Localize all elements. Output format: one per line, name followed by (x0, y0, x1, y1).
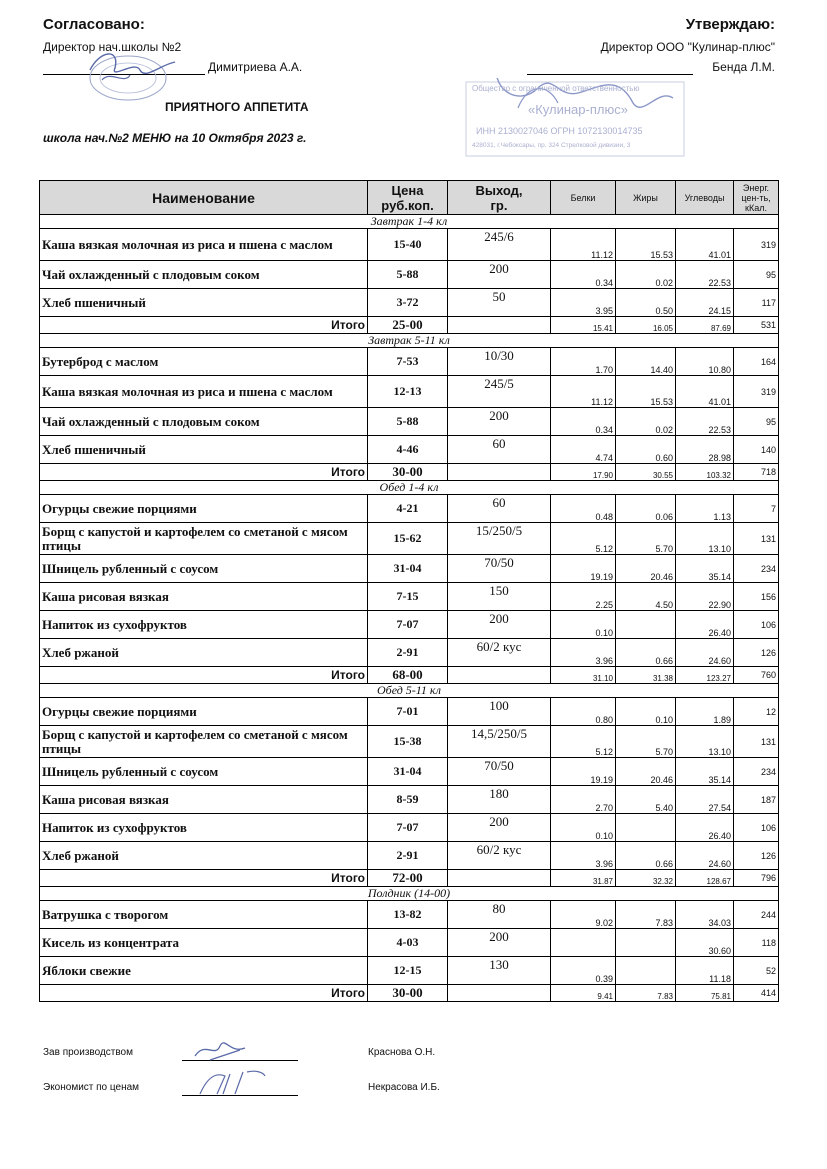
left-stamp-signature-icon (80, 40, 190, 102)
dish-name: Бутерброд с маслом (40, 348, 368, 376)
dish-name: Кисель из концентрата (40, 929, 368, 957)
table-row (40, 436, 779, 464)
total-yield-empty (448, 870, 551, 887)
table-row (40, 814, 779, 842)
dish-carbs: 30.60 (676, 929, 734, 957)
dish-name: Хлеб пшеничный (40, 289, 368, 317)
dish-price: 4-21 (368, 495, 448, 523)
total-energy: 796 (734, 870, 779, 887)
signature-1-icon (190, 1036, 250, 1064)
total-price: 30-00 (368, 985, 448, 1002)
dish-yield: 14,5/250/5 (448, 726, 551, 758)
dish-price: 7-15 (368, 583, 448, 611)
dish-energy: 52 (734, 957, 779, 985)
total-label: Итого (40, 985, 368, 1002)
dish-price: 5-88 (368, 408, 448, 436)
section-row (40, 215, 779, 229)
dish-energy: 140 (734, 436, 779, 464)
dish-carbs: 41.01 (676, 229, 734, 261)
dish-protein: 3.95 (551, 289, 616, 317)
dish-price: 2-91 (368, 842, 448, 870)
table-row (40, 698, 779, 726)
stamp-line1: Общество с ограниченной ответственностью (472, 84, 640, 93)
dish-name: Борщ с капустой и картофелем со сметаной с мясом птицы (40, 523, 368, 555)
dish-fat: 0.06 (616, 495, 676, 523)
total-price: 68-00 (368, 667, 448, 684)
dish-yield: 150 (448, 583, 551, 611)
table-row (40, 786, 779, 814)
dish-name: Огурцы свежие порциями (40, 495, 368, 523)
dish-fat: 5.70 (616, 726, 676, 758)
dish-carbs: 1.89 (676, 698, 734, 726)
total-label: Итого (40, 317, 368, 334)
dish-fat: 5.70 (616, 523, 676, 555)
dish-energy: 131 (734, 523, 779, 555)
dish-yield: 60 (448, 495, 551, 523)
dish-energy: 234 (734, 555, 779, 583)
dish-energy: 319 (734, 229, 779, 261)
dish-energy: 118 (734, 929, 779, 957)
dish-energy: 12 (734, 698, 779, 726)
dish-name: Каша вязкая молочная из риса и пшена с маслом (40, 229, 368, 261)
footer-name-2: Некрасова И.Б. (368, 1082, 440, 1093)
dish-name: Каша вязкая молочная из риса и пшена с маслом (40, 376, 368, 408)
total-carbs: 103.32 (676, 464, 734, 481)
dish-fat: 14.40 (616, 348, 676, 376)
section-title: Завтрак 5-11 кл (40, 334, 779, 348)
total-protein: 31.87 (551, 870, 616, 887)
dish-fat: 0.10 (616, 698, 676, 726)
dish-protein: 0.10 (551, 611, 616, 639)
dish-protein: 2.25 (551, 583, 616, 611)
total-row (40, 464, 779, 481)
company-stamp (458, 78, 690, 160)
table-row (40, 901, 779, 929)
dish-price: 8-59 (368, 786, 448, 814)
total-row (40, 667, 779, 684)
dish-yield: 130 (448, 957, 551, 985)
dish-price: 7-07 (368, 814, 448, 842)
dish-carbs: 13.10 (676, 523, 734, 555)
dish-fat: 0.02 (616, 408, 676, 436)
dish-carbs: 11.18 (676, 957, 734, 985)
total-price: 72-00 (368, 870, 448, 887)
dish-price: 7-53 (368, 348, 448, 376)
table-row (40, 408, 779, 436)
dish-fat: 0.66 (616, 842, 676, 870)
total-fat: 31.38 (616, 667, 676, 684)
dish-energy: 131 (734, 726, 779, 758)
dish-energy: 106 (734, 814, 779, 842)
table-row (40, 523, 779, 555)
dish-protein: 9.02 (551, 901, 616, 929)
col-protein: Белки (551, 181, 616, 215)
section-row (40, 481, 779, 495)
col-carbs: Углеводы (676, 181, 734, 215)
dish-protein: 4.74 (551, 436, 616, 464)
total-energy: 531 (734, 317, 779, 334)
dish-energy: 156 (734, 583, 779, 611)
table-row (40, 758, 779, 786)
total-fat: 30.55 (616, 464, 676, 481)
dish-name: Напиток из сухофруктов (40, 814, 368, 842)
table-row (40, 261, 779, 289)
dish-fat: 15.53 (616, 376, 676, 408)
dish-name: Шницель рубленный с соусом (40, 758, 368, 786)
table-row (40, 639, 779, 667)
dish-name: Ватрушка с творогом (40, 901, 368, 929)
footer-name-1: Краснова О.Н. (368, 1047, 436, 1058)
dish-protein: 3.96 (551, 639, 616, 667)
total-protein: 17.90 (551, 464, 616, 481)
dish-price: 5-88 (368, 261, 448, 289)
stamp-line3: ИНН 2130027046 ОГРН 1072130014735 (476, 126, 643, 136)
table-row (40, 726, 779, 758)
section-title: Полдник (14-00) (40, 887, 779, 901)
dish-name: Огурцы свежие порциями (40, 698, 368, 726)
dish-fat (616, 957, 676, 985)
dish-yield: 200 (448, 929, 551, 957)
dish-name: Каша рисовая вязкая (40, 786, 368, 814)
table-row (40, 929, 779, 957)
col-energy: Энерг. цен-ть, кКал. (734, 181, 779, 215)
dish-yield: 60 (448, 436, 551, 464)
dish-price: 7-07 (368, 611, 448, 639)
dish-yield: 70/50 (448, 555, 551, 583)
total-yield-empty (448, 464, 551, 481)
section-title: Обед 5-11 кл (40, 684, 779, 698)
dish-price: 15-40 (368, 229, 448, 261)
dish-carbs: 24.60 (676, 842, 734, 870)
dish-fat: 15.53 (616, 229, 676, 261)
total-label: Итого (40, 667, 368, 684)
dish-carbs: 28.98 (676, 436, 734, 464)
table-row (40, 957, 779, 985)
total-fat: 32.32 (616, 870, 676, 887)
greeting: ПРИЯТНОГО АППЕТИТА (165, 100, 309, 114)
dish-protein: 19.19 (551, 555, 616, 583)
menu-table (39, 180, 779, 1002)
col-price: Цена руб.коп. (368, 181, 448, 215)
dish-energy: 106 (734, 611, 779, 639)
dish-yield: 180 (448, 786, 551, 814)
dish-carbs: 34.03 (676, 901, 734, 929)
dish-price: 2-91 (368, 639, 448, 667)
dish-energy: 234 (734, 758, 779, 786)
col-fat: Жиры (616, 181, 676, 215)
dish-yield: 245/5 (448, 376, 551, 408)
section-title: Обед 1-4 кл (40, 481, 779, 495)
dish-carbs: 22.90 (676, 583, 734, 611)
dish-price: 12-13 (368, 376, 448, 408)
dish-fat: 4.50 (616, 583, 676, 611)
col-yield: Выход, гр. (448, 181, 551, 215)
dish-price: 13-82 (368, 901, 448, 929)
dish-protein: 19.19 (551, 758, 616, 786)
dish-energy: 187 (734, 786, 779, 814)
dish-energy: 95 (734, 261, 779, 289)
dish-carbs: 35.14 (676, 758, 734, 786)
dish-energy: 164 (734, 348, 779, 376)
dish-name: Яблоки свежие (40, 957, 368, 985)
total-protein: 15.41 (551, 317, 616, 334)
dish-protein: 5.12 (551, 726, 616, 758)
dish-energy: 319 (734, 376, 779, 408)
dish-carbs: 10.80 (676, 348, 734, 376)
agreed-position: Директор нач.школы №2 (43, 40, 182, 54)
table-row (40, 611, 779, 639)
total-row (40, 985, 779, 1002)
dish-protein: 2.70 (551, 786, 616, 814)
dish-carbs: 1.13 (676, 495, 734, 523)
dish-fat: 0.66 (616, 639, 676, 667)
dish-yield: 60/2 кус (448, 639, 551, 667)
agreed-title: Согласовано: (43, 16, 145, 33)
approved-position: Директор ООО "Кулинар-плюс" (600, 40, 775, 54)
total-row (40, 870, 779, 887)
dish-protein: 3.96 (551, 842, 616, 870)
section-row (40, 334, 779, 348)
dish-carbs: 13.10 (676, 726, 734, 758)
dish-name: Напиток из сухофруктов (40, 611, 368, 639)
dish-yield: 10/30 (448, 348, 551, 376)
dish-yield: 70/50 (448, 758, 551, 786)
dish-fat (616, 814, 676, 842)
dish-protein: 0.48 (551, 495, 616, 523)
agreed-name: Димитриева А.А. (208, 60, 303, 74)
approved-signature-line (527, 74, 693, 75)
dish-energy: 117 (734, 289, 779, 317)
dish-energy: 126 (734, 639, 779, 667)
dish-protein: 11.12 (551, 229, 616, 261)
total-carbs: 87.69 (676, 317, 734, 334)
total-carbs: 123.27 (676, 667, 734, 684)
col-name: Наименование (40, 181, 368, 215)
table-row (40, 495, 779, 523)
section-row (40, 887, 779, 901)
dish-fat: 7.83 (616, 901, 676, 929)
dish-protein: 0.39 (551, 957, 616, 985)
total-energy: 718 (734, 464, 779, 481)
dish-protein: 11.12 (551, 376, 616, 408)
dish-price: 15-62 (368, 523, 448, 555)
dish-protein: 0.34 (551, 408, 616, 436)
dish-fat (616, 929, 676, 957)
section-row (40, 684, 779, 698)
dish-carbs: 22.53 (676, 261, 734, 289)
dish-fat: 0.02 (616, 261, 676, 289)
dish-yield: 100 (448, 698, 551, 726)
approved-title: Утверждаю: (685, 16, 775, 33)
dish-name: Борщ с капустой и картофелем со сметаной с мясом птицы (40, 726, 368, 758)
total-row (40, 317, 779, 334)
table-row (40, 289, 779, 317)
total-protein: 31.10 (551, 667, 616, 684)
dish-energy: 126 (734, 842, 779, 870)
dish-yield: 60/2 кус (448, 842, 551, 870)
stamp-line2: «Кулинар-плюс» (528, 102, 628, 117)
table-row (40, 229, 779, 261)
dish-protein: 0.10 (551, 814, 616, 842)
total-protein: 9.41 (551, 985, 616, 1002)
dish-price: 7-01 (368, 698, 448, 726)
dish-protein: 1.70 (551, 348, 616, 376)
dish-fat: 20.46 (616, 758, 676, 786)
dish-energy: 95 (734, 408, 779, 436)
footer-role-2: Экономист по ценам (43, 1082, 140, 1093)
total-price: 25-00 (368, 317, 448, 334)
footer-role-1: Зав производством (43, 1047, 133, 1058)
dish-name: Хлеб ржаной (40, 842, 368, 870)
dish-fat: 0.60 (616, 436, 676, 464)
dish-carbs: 27.54 (676, 786, 734, 814)
dish-price: 3-72 (368, 289, 448, 317)
menu-title: школа нач.№2 МЕНЮ на 10 Октября 2023 г. (43, 131, 307, 145)
table-row (40, 842, 779, 870)
signature-2-icon (195, 1068, 270, 1098)
total-price: 30-00 (368, 464, 448, 481)
total-carbs: 75.81 (676, 985, 734, 1002)
dish-yield: 200 (448, 408, 551, 436)
dish-carbs: 35.14 (676, 555, 734, 583)
dish-yield: 245/6 (448, 229, 551, 261)
section-title: Завтрак 1-4 кл (40, 215, 779, 229)
total-fat: 7.83 (616, 985, 676, 1002)
dish-fat (616, 611, 676, 639)
stamp-line4: 428031, г.Чебоксары, пр. 324 Стрелковой дивизии, 3 (472, 142, 631, 149)
total-fat: 16.05 (616, 317, 676, 334)
dish-protein: 5.12 (551, 523, 616, 555)
dish-carbs: 41.01 (676, 376, 734, 408)
total-carbs: 128.67 (676, 870, 734, 887)
dish-carbs: 22.53 (676, 408, 734, 436)
dish-price: 12-15 (368, 957, 448, 985)
dish-protein: 0.80 (551, 698, 616, 726)
table-row (40, 555, 779, 583)
total-yield-empty (448, 317, 551, 334)
table-row (40, 583, 779, 611)
dish-price: 31-04 (368, 555, 448, 583)
total-label: Итого (40, 870, 368, 887)
dish-name: Каша рисовая вязкая (40, 583, 368, 611)
dish-name: Чай охлажденный с плодовым соком (40, 408, 368, 436)
dish-price: 4-46 (368, 436, 448, 464)
dish-carbs: 24.15 (676, 289, 734, 317)
total-label: Итого (40, 464, 368, 481)
dish-yield: 200 (448, 611, 551, 639)
dish-energy: 7 (734, 495, 779, 523)
total-energy: 414 (734, 985, 779, 1002)
dish-name: Чай охлажденный с плодовым соком (40, 261, 368, 289)
dish-fat: 20.46 (616, 555, 676, 583)
dish-price: 15-38 (368, 726, 448, 758)
dish-name: Шницель рубленный с соусом (40, 555, 368, 583)
dish-name: Хлеб ржаной (40, 639, 368, 667)
dish-yield: 200 (448, 261, 551, 289)
table-row (40, 376, 779, 408)
dish-name: Хлеб пшеничный (40, 436, 368, 464)
dish-fat: 0.50 (616, 289, 676, 317)
table-row (40, 348, 779, 376)
dish-price: 4-03 (368, 929, 448, 957)
dish-carbs: 26.40 (676, 814, 734, 842)
dish-price: 31-04 (368, 758, 448, 786)
dish-carbs: 26.40 (676, 611, 734, 639)
dish-fat: 5.40 (616, 786, 676, 814)
dish-energy: 244 (734, 901, 779, 929)
dish-yield: 50 (448, 289, 551, 317)
dish-yield: 80 (448, 901, 551, 929)
total-energy: 760 (734, 667, 779, 684)
table-header-row (40, 181, 779, 215)
dish-yield: 15/250/5 (448, 523, 551, 555)
dish-carbs: 24.60 (676, 639, 734, 667)
total-yield-empty (448, 667, 551, 684)
dish-yield: 200 (448, 814, 551, 842)
dish-protein: 0.34 (551, 261, 616, 289)
approved-name: Бенда Л.М. (712, 60, 775, 74)
total-yield-empty (448, 985, 551, 1002)
dish-protein (551, 929, 616, 957)
